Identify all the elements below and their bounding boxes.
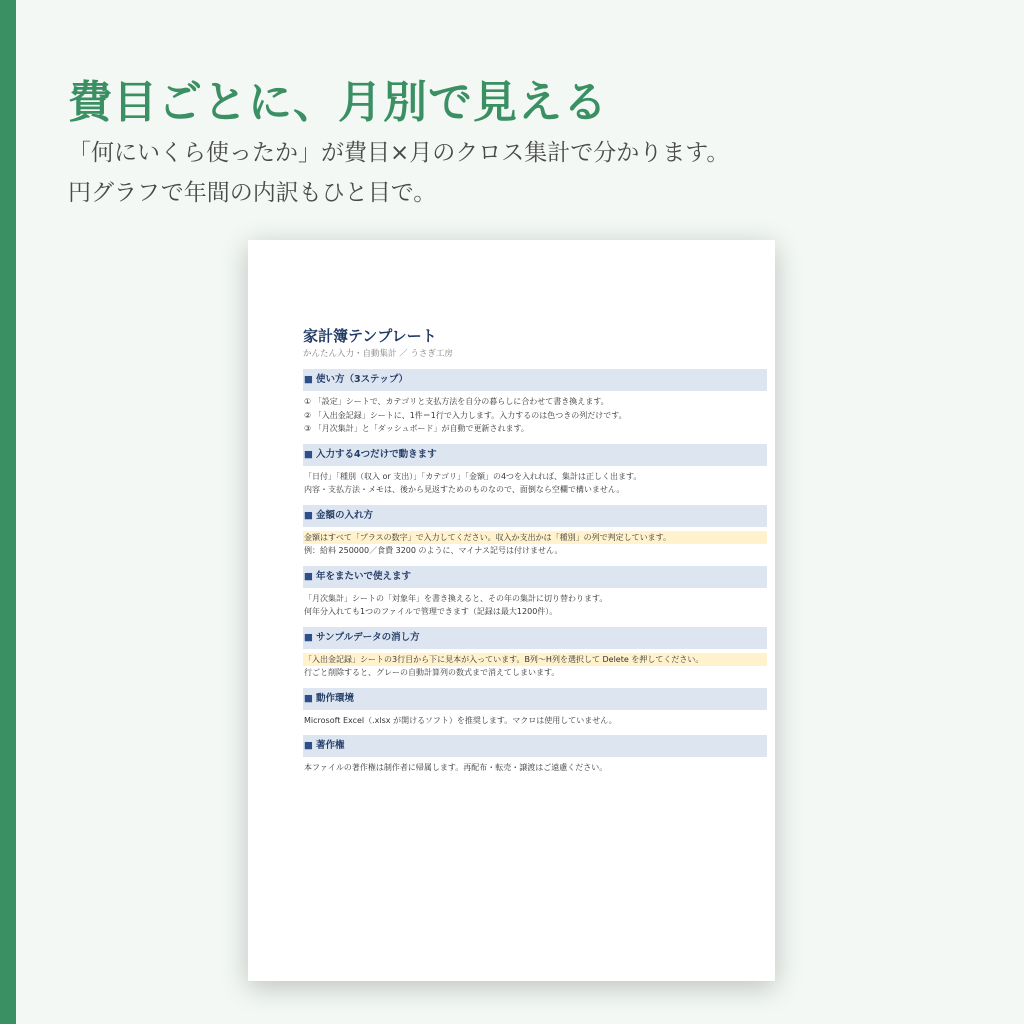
headline: 費目ごとに、月別で見える <box>68 77 608 128</box>
section-heading-text: 著作権 <box>315 740 345 751</box>
highlighted-line: 「入出金記録」シートの3行目から下に見本が入っています。B列〜H列を選択して Delete を押してください。 <box>303 653 767 667</box>
document-title: 家計簿テンプレート <box>303 327 437 345</box>
square-bullet-icon: ■ <box>304 692 313 704</box>
section-heading <box>303 369 767 391</box>
subtitle-line-1: 「何にいくら使ったか」が費目×月のクロス集計で分かります。 <box>68 140 730 166</box>
section-heading-text: 使い方（3ステップ） <box>315 374 408 385</box>
section-line: 例：給料 250000／食費 3200 のように、マイナス記号は付けません。 <box>304 546 563 555</box>
section-line: 「日付」「種別（収入 or 支出）」「カテゴリ」「金額」の4つを入れれば、集計は正しく出ます。 <box>304 471 642 481</box>
section-amount-entry <box>303 505 767 558</box>
section-heading-text: 動作環境 <box>315 692 354 704</box>
section-heading <box>303 627 767 649</box>
section-line: ② 「入出金記録」シートに、1件＝1行で入力します。入力するのは色つきの列だけです。 <box>304 410 627 420</box>
section-heading <box>303 505 767 527</box>
square-bullet-icon: ■ <box>304 509 313 521</box>
section-line: 何年分入れても1つのファイルで管理できます（記録は最大1200件）。 <box>304 607 558 616</box>
section-heading-text: 年をまたいで使えます <box>315 570 411 582</box>
section-line: 「月次集計」シートの「対象年」を書き換えると、その年の集計に切り替わります。 <box>304 593 608 603</box>
section-heading <box>303 735 767 757</box>
section-line: Microsoft Excel（.xlsx が開けるソフト）を推奨します。マクロは使用していません。 <box>304 715 617 725</box>
section-sample-data <box>303 627 767 680</box>
section-copyright <box>303 735 767 775</box>
section-line: ① 「設定」シートで、カテゴリと支払方法を自分の暮らしに合わせて書き換えます。 <box>304 397 609 406</box>
square-bullet-icon: ■ <box>304 631 313 643</box>
highlighted-line: 金額はすべて「プラスの数字」で入力してください。収入か支出かは「種別」の列で判定しています。 <box>303 531 767 545</box>
left-accent-bar <box>0 0 16 1024</box>
square-bullet-icon: ■ <box>304 448 313 460</box>
square-bullet-icon: ■ <box>304 740 313 751</box>
section-heading <box>303 444 767 466</box>
section-heading-text: サンプルデータの消し方 <box>315 631 420 643</box>
subtitle-line-2: 円グラフで年間の内訳もひと目で。 <box>68 180 437 206</box>
document-content <box>303 326 767 783</box>
square-bullet-icon: ■ <box>304 570 313 582</box>
section-line: ③ 「月次集計」と「ダッシュボード」が自動で更新されます。 <box>304 424 529 433</box>
square-bullet-icon: ■ <box>304 374 313 385</box>
document-subtitle: かんたん入力・自動集計 ／ うさぎ工房 <box>303 349 453 359</box>
section-environment <box>303 688 767 728</box>
section-line: 本ファイルの著作権は制作者に帰属します。再配布・転売・譲渡はご遠慮ください。 <box>304 763 608 772</box>
section-heading <box>303 688 767 710</box>
section-heading-text: 金額の入れ方 <box>315 509 373 521</box>
section-heading-text: 入力する4つだけで動きます <box>315 448 437 460</box>
section-heading <box>303 566 767 588</box>
document-preview-sheet <box>248 240 775 981</box>
section-line: 行ごと削除すると、グレーの自動計算列の数式まで消えてしまいます。 <box>304 668 560 677</box>
section-line: 内容・支払方法・メモは、後から見返すためのものなので、面倒なら空欄で構いません。 <box>304 485 625 494</box>
section-multi-year <box>303 566 767 619</box>
section-required-inputs <box>303 444 767 497</box>
section-usage <box>303 369 767 436</box>
